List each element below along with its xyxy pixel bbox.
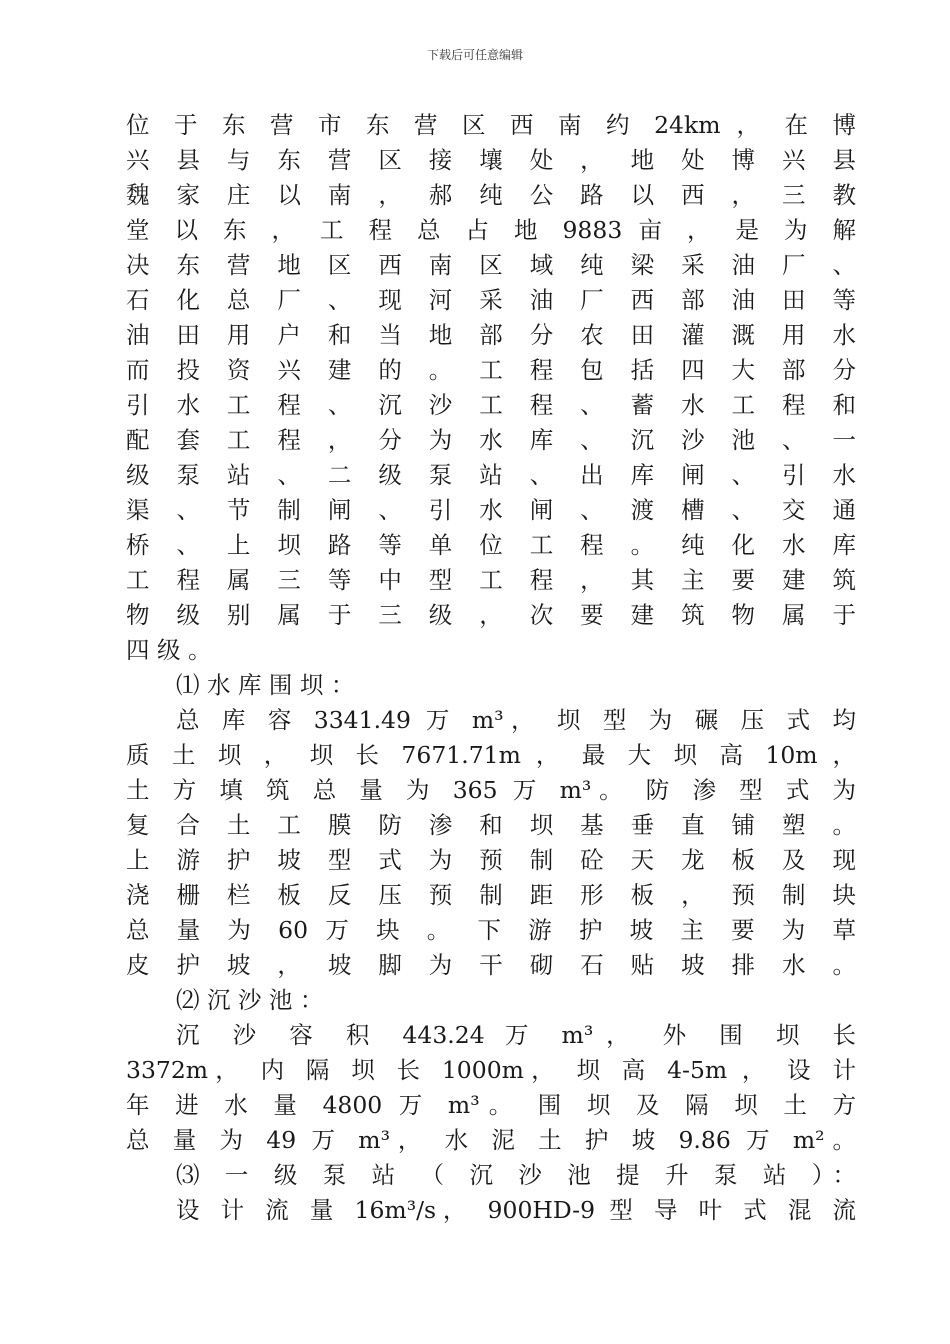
document-body — [126, 108, 856, 1228]
text-line: 堂 以 东 ， 工 程 总 占 地 9883 亩 ， 是 为 解 — [126, 216, 856, 244]
text-line: 皮 护 坡 ， 坡 脚 为 干 砌 石 贴 坡 排 水 。 — [126, 951, 856, 979]
text-line: 复 合 土 工 膜 防 渗 和 坝 基 垂 直 铺 塑 。 — [126, 811, 856, 839]
text-line: 魏 家 庄 以 南 ， 郝 纯 公 路 以 西 ， 三 教 — [126, 181, 856, 209]
section-heading-pump-station: ⑶ 一 级 泵 站 （ 沉 沙 池 提 升 泵 站 ）： — [176, 1161, 856, 1189]
text-line: 四 级 。 — [126, 636, 212, 664]
text-line: 设 计 流 量 16m³/s， 900HD-9 型 导 叶 式 混 流 — [176, 1196, 856, 1224]
text-line: 年 进 水 量 4800 万 m³。 围 坝 及 隔 坝 土 方 — [126, 1091, 856, 1119]
text-line: 配 套 工 程 ， 分 为 水 库 、 沉 沙 池 、 一 — [126, 426, 856, 454]
text-line: 石 化 总 厂 、 现 河 采 油 厂 西 部 油 田 等 — [126, 286, 856, 314]
text-line: 上 游 护 坡 型 式 为 预 制 砼 天 龙 板 及 现 — [126, 846, 856, 874]
text-line: 级 泵 站 、 二 级 泵 站 、 出 库 闸 、 引 水 — [126, 461, 856, 489]
text-line: 油 田 用 户 和 当 地 部 分 农 田 灌 溉 用 水 — [126, 321, 856, 349]
text-line: 土 方 填 筑 总 量 为 365 万 m³。 防 渗 型 式 为 — [126, 776, 856, 804]
text-line: 3372m， 内 隔 坝 长 1000m， 坝 高 4-5m ， 设 计 — [126, 1056, 856, 1084]
text-line: 兴 县 与 东 营 区 接 壤 处 ， 地 处 博 兴 县 — [126, 146, 856, 174]
text-line: 浇 栅 栏 板 反 压 预 制 距 形 板 ， 预 制 块 — [126, 881, 856, 909]
text-line: 位 于 东 营 市 东 营 区 西 南 约 24km ， 在 博 — [126, 111, 856, 139]
text-line: 引 水 工 程 、 沉 沙 工 程 、 蓄 水 工 程 和 — [126, 391, 856, 419]
text-line: 渠 、 节 制 闸 、 引 水 闸 、 渡 槽 、 交 通 — [126, 496, 856, 524]
text-line: 物 级 别 属 于 三 级 ， 次 要 建 筑 物 属 于 — [126, 601, 856, 629]
text-line: 总 量 为 60 万 块 。 下 游 护 坡 主 要 为 草 — [126, 916, 856, 944]
section-heading-settling-basin: ⑵ 沉 沙 池 ： — [176, 986, 324, 1014]
text-line: 质 土 坝 ， 坝 长 7671.71m ， 最 大 坝 高 10m ， — [126, 741, 856, 769]
text-line: 而 投 资 兴 建 的 。 工 程 包 括 四 大 部 分 — [126, 356, 856, 384]
text-line: 决 东 营 地 区 西 南 区 域 纯 梁 采 油 厂 、 — [126, 251, 856, 279]
text-line: 总 量 为 49 万 m³， 水 泥 土 护 坡 9.86 万 m²。 — [126, 1126, 856, 1154]
section-heading-reservoir-dam: ⑴ 水 库 围 坝 ： — [176, 671, 355, 699]
text-line: 沉 沙 容 积 443.24 万 m³， 外 围 坝 长 — [176, 1021, 856, 1049]
text-line: 桥 、 上 坝 路 等 单 位 工 程 。 纯 化 水 库 — [126, 531, 856, 559]
text-line: 总 库 容 3341.49 万 m³， 坝 型 为 碾 压 式 均 — [176, 706, 856, 734]
text-line: 工 程 属 三 等 中 型 工 程 ， 其 主 要 建 筑 — [126, 566, 856, 594]
page-header: 下载后可任意编辑 — [426, 48, 523, 62]
